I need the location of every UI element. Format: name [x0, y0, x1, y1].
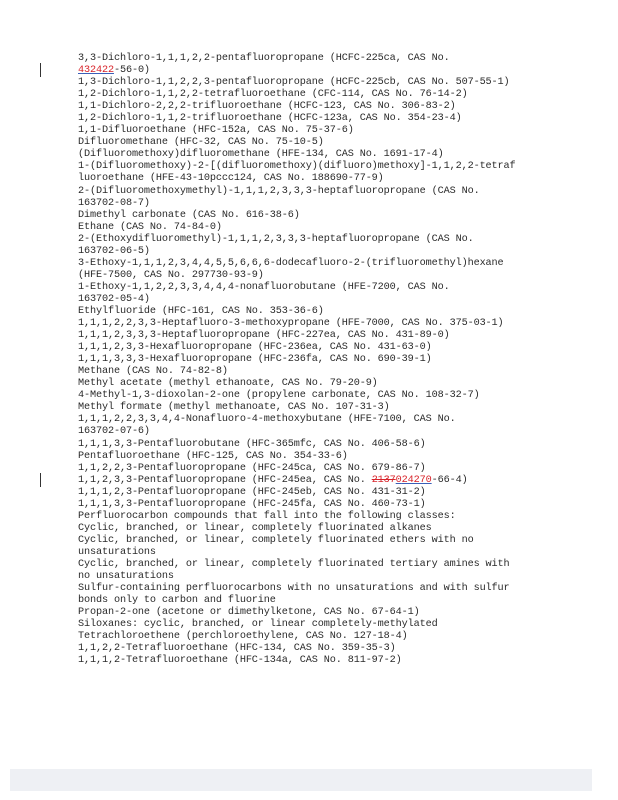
document-line [78, 378, 603, 390]
document-line [78, 607, 603, 619]
line-text: Cyclic, branched, or linear, completely fluorinated alkanes [78, 522, 432, 534]
document-line [78, 655, 603, 667]
line-text: (Difluoromethoxy)difluoromethane (HFE-134, CAS No. 1691-17-4) [78, 149, 444, 161]
document-line [78, 571, 603, 583]
document-line [78, 53, 603, 65]
line-text: Perfluorocarbon compounds that fall into the following classes: [78, 510, 456, 522]
document-line [78, 89, 603, 101]
line-text: Ethylfluoride (HFC-161, CAS No. 353-36-6) [78, 305, 324, 317]
line-text: Methyl acetate (methyl ethanoate, CAS No. 79-20-9) [78, 378, 378, 390]
line-text: 163702-06-5) [78, 245, 150, 257]
document-line [78, 643, 603, 655]
document-line [78, 426, 603, 438]
document-line [78, 583, 603, 595]
line-text: Propan-2-one (acetone or dimethylketone, CAS No. 67-64-1) [78, 607, 420, 619]
document-line [78, 77, 603, 89]
document-line [78, 222, 603, 234]
line-text: luoroethane (HFE-43-10pccc124, CAS No. 188690-77-9) [78, 173, 384, 185]
document-line [78, 270, 603, 282]
document-line [78, 511, 603, 523]
change-bar [40, 63, 41, 77]
line-text: 1,1,2,3,3-Pentafluoropropane (HFC-245ea, CAS No. [78, 474, 372, 486]
document-line [78, 439, 603, 451]
document-line [78, 318, 603, 330]
line-text: 4-Methyl-1,3-dioxolan-2-one (propylene carbonate, CAS No. 108-32-7) [78, 390, 480, 402]
document-line [78, 451, 603, 463]
document-line [78, 631, 603, 643]
document-line [78, 475, 603, 487]
line-text: Methyl formate (methyl methanoate, CAS No. 107-31-3) [78, 402, 390, 414]
document-line [78, 487, 603, 499]
document-line [78, 499, 603, 511]
document-line [78, 125, 603, 137]
document-line [78, 65, 603, 77]
document-line [78, 354, 603, 366]
change-bar [40, 473, 41, 487]
document-line [78, 523, 603, 535]
line-text: 1,1,1,2,3-Pentafluoropropane (HFC-245eb, CAS No. 431-31-2) [78, 486, 426, 498]
line-text: -56-0) [113, 65, 150, 77]
document-line [78, 535, 603, 547]
document-line [78, 186, 603, 198]
line-text: (HFE-7500, CAS No. 297730-93-9) [78, 269, 264, 281]
document-line [78, 619, 603, 631]
chemical-list [78, 53, 603, 667]
document-line [78, 246, 603, 258]
line-text: 1,1,1,2,3,3,3-Heptafluoropropane (HFC-227ea, CAS No. 431-89-0) [78, 330, 450, 342]
line-text: Cyclic, branched, or linear, completely fluorinated tertiary amines with [78, 558, 510, 570]
inserted-text: 432422 [78, 65, 114, 77]
line-text: bonds only to carbon and fluorine [78, 595, 276, 607]
line-text: 163702-08-7) [78, 197, 150, 209]
line-text: 1,1-Dichloro-2,2,2-trifluoroethane (HCFC-123, CAS No. 306-83-2) [78, 101, 456, 113]
document-line [78, 161, 603, 173]
document-line [78, 414, 603, 426]
line-text: Difluoromethane (HFC-32, CAS No. 75-10-5) [78, 137, 324, 149]
document-line [78, 463, 603, 475]
line-text: 1,2-Dichloro-1,1,2,2-tetrafluoroethane (CFC-114, CAS No. 76-14-2) [78, 89, 468, 101]
document-line [78, 366, 603, 378]
line-text: unsaturations [78, 546, 156, 558]
document-line [78, 210, 603, 222]
document-line [78, 173, 603, 185]
document-line [78, 559, 603, 571]
line-text: 1,2-Dichloro-1,1,2-trifluoroethane (HCFC-123a, CAS No. 354-23-4) [78, 113, 462, 125]
document-line [78, 330, 603, 342]
line-text: 1,1,1,2-Tetrafluoroethane (HFC-134a, CAS No. 811-97-2) [78, 655, 402, 667]
document-line [78, 282, 603, 294]
inserted-text: 0 [395, 474, 402, 486]
line-text: Cyclic, branched, or linear, completely fluorinated ethers with no [78, 534, 474, 546]
document-line [78, 306, 603, 318]
document-line [78, 258, 603, 270]
line-text: no unsaturations [78, 571, 174, 583]
page-bottom-band [10, 769, 592, 791]
line-text: 1-(Difluoromethoxy)-2-[(difluoromethoxy)(difluoro)methoxy]-1,1,2,2-tetraf [78, 161, 516, 173]
line-text: 1,1-Difluoroethane (HFC-152a, CAS No. 75-37-6) [78, 125, 354, 137]
line-text: 1,1,1,3,3-Pentafluoropropane (HFC-245fa, CAS No. 460-73-1) [78, 498, 426, 510]
document-line [78, 149, 603, 161]
line-text: 1,3-Dichloro-1,1,2,2,3-pentafluoropropane (HCFC-225cb, CAS No. 507-55-1) [78, 77, 510, 89]
line-text: Pentafluoroethane (HFC-125, CAS No. 354-33-6) [78, 450, 348, 462]
line-text: 1,1,1,3,3-Pentafluorobutane (HFC-365mfc, CAS No. 406-58-6) [78, 438, 426, 450]
document-line [78, 595, 603, 607]
line-text: Sulfur-containing perfluorocarbons with no unsaturations and with sulfur [78, 583, 510, 595]
document-line [78, 390, 603, 402]
line-text: 1,1,2,2-Tetrafluoroethane (HFC-134, CAS No. 359-35-3) [78, 643, 396, 655]
line-text: Dimethyl carbonate (CAS No. 616-38-6) [78, 209, 300, 221]
line-text: 1,1,1,3,3,3-Hexafluoropropane (HFC-236fa, CAS No. 690-39-1) [78, 354, 432, 366]
line-text: Siloxanes: cyclic, branched, or linear completely-methylated [78, 619, 438, 631]
document-line [78, 342, 603, 354]
line-text: 2-(Difluoromethoxymethyl)-1,1,1,2,3,3,3-heptafluoropropane (CAS No. [78, 185, 480, 197]
line-text: 3,3-Dichloro-1,1,1,2,2-pentafluoropropane (HCFC-225ca, CAS No. [78, 53, 450, 64]
line-text: 1,1,1,2,3,3-Hexafluoropropane (HFC-236ea, CAS No. 431-63-0) [78, 342, 432, 354]
inserted-text: 24270 [401, 474, 432, 486]
line-text: 163702-05-4) [78, 293, 150, 305]
document-line [78, 402, 603, 414]
document-line [78, 547, 603, 559]
document-line [78, 113, 603, 125]
line-text: Tetrachloroethene (perchloroethylene, CAS No. 127-18-4) [78, 631, 408, 643]
line-text: 2-(Ethoxydifluoromethyl)-1,1,1,2,3,3,3-heptafluoropropane (CAS No. [78, 233, 474, 245]
line-text: 1-Ethoxy-1,1,2,2,3,3,4,4,4-nonafluorobutane (HFE-7200, CAS No. [78, 281, 450, 293]
document-line [78, 294, 603, 306]
deleted-text: 2137 [371, 474, 396, 486]
line-text: -66-4) [431, 474, 468, 486]
document-line [78, 198, 603, 210]
document-line [78, 234, 603, 246]
line-text: Methane (CAS No. 74-82-8) [78, 366, 228, 378]
line-text: Ethane (CAS No. 74-84-0) [78, 221, 222, 233]
line-text: 1,1,2,2,3-Pentafluoropropane (HFC-245ca, CAS No. 679-86-7) [78, 462, 426, 474]
line-text: 163702-07-6) [78, 426, 150, 438]
document-line [78, 101, 603, 113]
line-text: 1,1,1,2,2,3,3,4,4-Nonafluoro-4-methoxybutane (HFE-7100, CAS No. [78, 414, 456, 426]
line-text: 3-Ethoxy-1,1,1,2,3,4,4,5,5,6,6,6-dodecafluoro-2-(trifluoromethyl)hexane [78, 257, 504, 269]
line-text: 1,1,1,2,2,3,3-Heptafluoro-3-methoxypropane (HFE-7000, CAS No. 375-03-1) [78, 318, 504, 330]
document-line [78, 137, 603, 149]
